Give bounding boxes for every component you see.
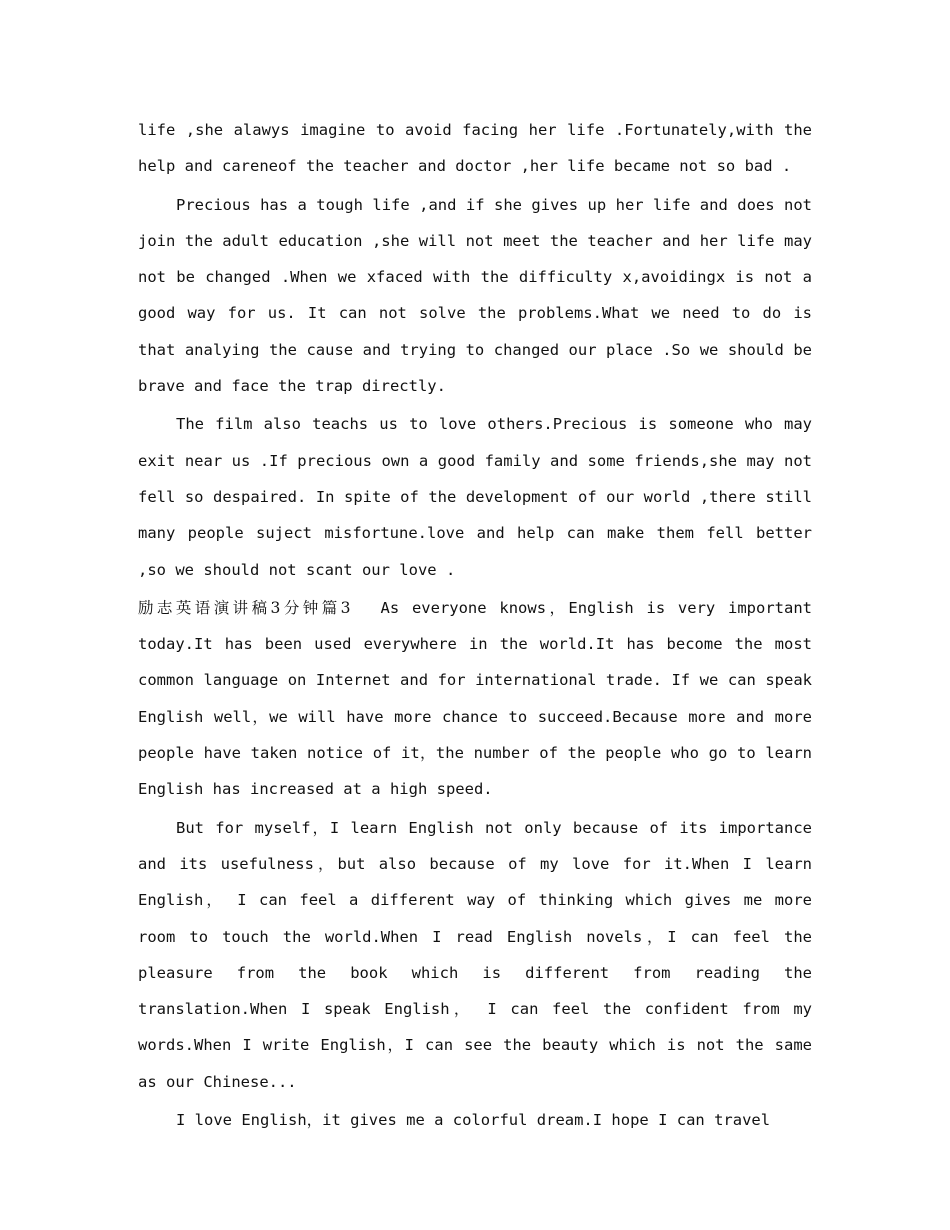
paragraph-precious-tough-life: Precious has a tough life ,and if she gives up her life and does not join the adult education ,she will not meet the teacher and her life may not be changed .When we xfaced with the difficulty x,avoidingx is not a good way for us. It can not solve the problems.What we need to do is that analying the cause and trying to changed our place .So we should be brave and face the trap directly. bbox=[138, 195, 812, 396]
section-heading: 励志英语演讲稿3分钟篇3 bbox=[138, 598, 351, 617]
paragraph-love-for-english: But for myself，I learn English not only because of its importance and its usefulness，but also because of my love for it.When I learn English， I can feel a different way of thinking which gives me more room to touch the world.When I read English novels，I can feel the pleasure from the book which is different from reading the translation.When I speak English， I can feel the confident from my words.When I write English，I can see the beauty which is not the same as our Chinese... bbox=[138, 818, 812, 1091]
section-intro-text: As everyone knows，English is very important today.It has been used everywhere in the world.It has become the most common language on Internet and for international trade. If we can speak English well，we will have more chance to succeed.Because more and more people have taken notice of it，the number of the people who go to learn English has increased at a high speed. bbox=[138, 598, 812, 799]
paragraph-continuation: life ,she alawys imagine to avoid facing her life .Fortunately,with the help and careneof the teacher and doctor ,her life became not so bad . bbox=[138, 121, 812, 176]
paragraph-colorful-dream: I love English，it gives me a colorful dream.I hope I can travel bbox=[176, 1111, 771, 1130]
document-body bbox=[138, 112, 812, 1140]
paragraph-love-others: The film also teachs us to love others.Precious is someone who may exit near us .If precious own a good family and some friends,she may not fell so despaired. In spite of the development of our world ,there still many people suject misfortune.love and help can make them fell better ,so we should not scant our love . bbox=[138, 415, 812, 579]
section-paragraph-intro bbox=[138, 590, 812, 808]
